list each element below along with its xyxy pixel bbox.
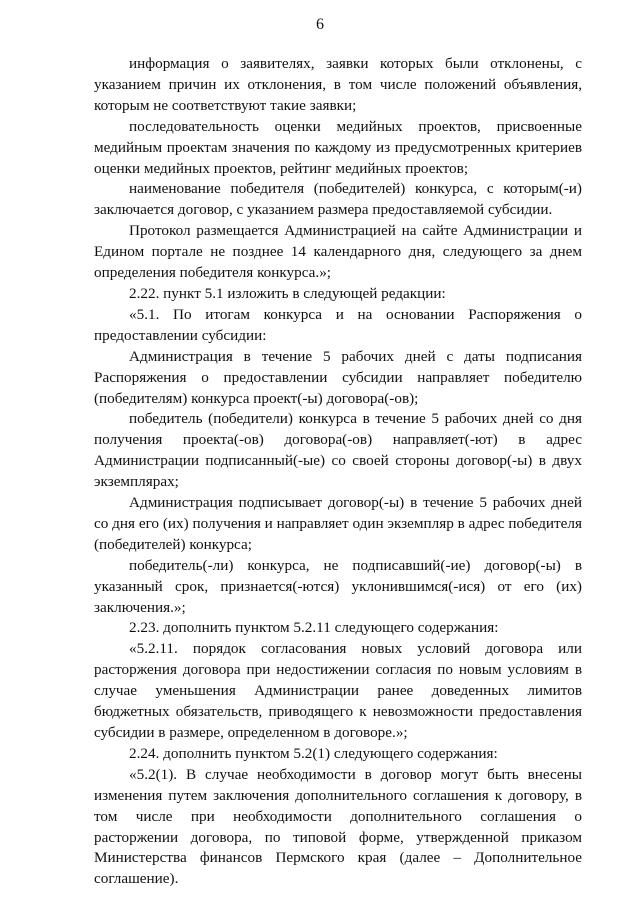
paragraph-2-24-heading: 2.24. дополнить пунктом 5.2(1) следующего содержания: bbox=[129, 744, 498, 762]
paragraph-protocol-publication: Протокол размещается Администрацией на сайте Администрации и Едином портале не позднее 14 календарного дня, следующего за днем определения победителя конкурса.»; bbox=[94, 222, 582, 282]
paragraph-winner-evading: победитель(-ли) конкурса, не подписавший(-ие) договор(-ы) в указанный срок, признается(-ются) уклонившимся(-ися) от его (их) заключения.»; bbox=[94, 556, 582, 616]
paragraph-administration-signs: Администрация подписывает договор(-ы) в течение 5 рабочих дней со дня его (их) получения и направляет один экземпляр в адрес победителя (победителей) конкурса; bbox=[94, 494, 582, 553]
paragraph-5-2-1: «5.2(1). В случае необходимости в договор могут быть внесены изменения путем заключения дополнительного соглашения к договору, в том числе при необходимости дополнительного соглашения о расторжении договора, по типовой форме, утвержденной приказом Министерства финансов Пермского края (далее – Дополнительное соглашение). bbox=[94, 765, 582, 888]
paragraph-2-23-heading: 2.23. дополнить пунктом 5.2.11 следующего содержания: bbox=[129, 619, 499, 637]
paragraph-winner-name: наименование победителя (победителей) конкурса, с которым(-и) заключается договор, с указанием размера предоставляемой субсидии. bbox=[94, 180, 582, 219]
document-body bbox=[94, 54, 582, 890]
paragraph-2-22-heading: 2.22. пункт 5.1 изложить в следующей редакции: bbox=[129, 284, 446, 302]
page-number: 6 bbox=[316, 16, 324, 33]
paragraph-rejected-applicants: информация о заявителях, заявки которых были отклонены, с указанием причин их отклонения, в том числе положений объявления, которым не соответствуют такие заявки; bbox=[94, 55, 582, 114]
paragraph-5-1: «5.1. По итогам конкурса и на основании Распоряжения о предоставлении субсидии: bbox=[94, 305, 582, 344]
paragraph-evaluation-sequence: последовательность оценки медийных проектов, присвоенные медийным проектам значения по каждому из предусмотренных критериев оценки медийных проектов, рейтинг медийных проектов; bbox=[94, 117, 582, 177]
paragraph-5-2-11: «5.2.11. порядок согласования новых условий договора или расторжения договора при недостижении согласия по новым условиям в случае уменьшения Администрации ранее доведенных лимитов бюджетных обязательств, приводящего к невозможности предоставления субсидии в размере, определенном в договоре.»; bbox=[94, 640, 582, 741]
paragraph-winner-returns-signed: победитель (победители) конкурса в течение 5 рабочих дней со дня получения проекта(-ов) договора(-ов) направляет(-ют) в адрес Администрации подписанный(-ые) со своей стороны договор(-ы) в двух экземплярах; bbox=[94, 410, 582, 491]
paragraph-administration-sends-draft: Администрация в течение 5 рабочих дней с даты подписания Распоряжения о предоставлении субсидии направляет победителю (победителям) конкурса проект(-ы) договора(-ов); bbox=[94, 347, 582, 407]
